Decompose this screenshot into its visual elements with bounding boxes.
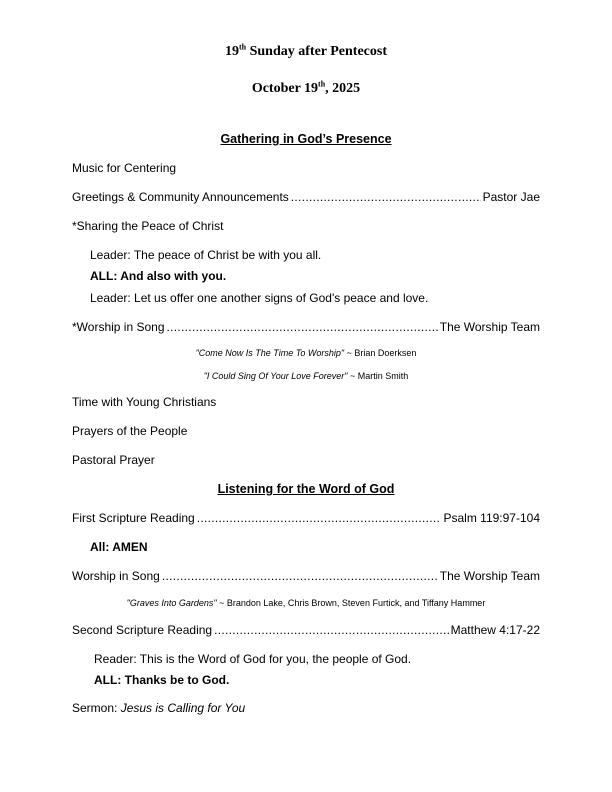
all-amen: All: AMEN (90, 540, 148, 554)
second-reading-label: Second Scripture Reading (72, 623, 213, 637)
all-response-1: ALL: And also with you. (90, 269, 227, 283)
leader-line-2: Leader: Let us offer one another signs of God's peace and love. (90, 291, 429, 305)
greetings-who: Pastor Jae (482, 190, 540, 204)
sharing-peace: *Sharing the Peace of Christ (72, 219, 224, 233)
dot-leader (197, 511, 442, 525)
all-response-2: ALL: Thanks be to God. (94, 673, 230, 687)
reader-line: Reader: This is the Word of God for you, the people of God. (94, 652, 412, 666)
dot-leader (162, 569, 438, 583)
worship-who: The Worship Team (439, 320, 540, 334)
worship-row-2 (72, 569, 540, 583)
section-heading-listening: Listening for the Word of God (217, 482, 395, 496)
leader-line-1: Leader: The peace of Christ be with you all. (90, 248, 322, 262)
worship-label: *Worship in Song (72, 320, 165, 334)
dot-leader (291, 190, 481, 204)
section-heading-gathering: Gathering in God’s Presence (220, 132, 392, 146)
music-for-centering: Music for Centering (72, 161, 177, 175)
first-reading-ref: Psalm 119:97-104 (443, 511, 540, 525)
first-reading-label: First Scripture Reading (72, 511, 195, 525)
song-3: "Graves Into Gardens" ~ Brandon Lake, Chris Brown, Steven Furtick, and Tiffany Hammer (126, 598, 486, 608)
greetings-label: Greetings & Community Announcements (72, 190, 289, 204)
sermon-title: Jesus is Calling for You (120, 701, 246, 715)
greetings-row (72, 190, 540, 204)
worship-who-2: The Worship Team (439, 569, 540, 583)
sermon-line: Sermon: Jesus is Calling for You (72, 701, 246, 715)
young-christians: Time with Young Christians (72, 395, 217, 409)
song-2: "I Could Sing Of Your Love Forever" ~ Martin Smith (203, 371, 409, 381)
song-1: "Come Now Is The Time To Worship" ~ Brian Doerksen (195, 348, 417, 358)
page-title: 19th Sunday after Pentecost (224, 42, 388, 59)
worship-label-2: Worship in Song (72, 569, 160, 583)
second-reading-ref: Matthew 4:17-22 (450, 623, 540, 637)
first-reading-row (72, 511, 540, 525)
pastoral-prayer: Pastoral Prayer (72, 453, 155, 467)
service-date: October 19th, 2025 (251, 79, 361, 96)
dot-leader (214, 623, 449, 637)
prayers-of-people: Prayers of the People (72, 424, 188, 438)
second-reading-row (72, 623, 540, 637)
dot-leader (167, 320, 438, 334)
worship-row-1 (72, 320, 540, 334)
